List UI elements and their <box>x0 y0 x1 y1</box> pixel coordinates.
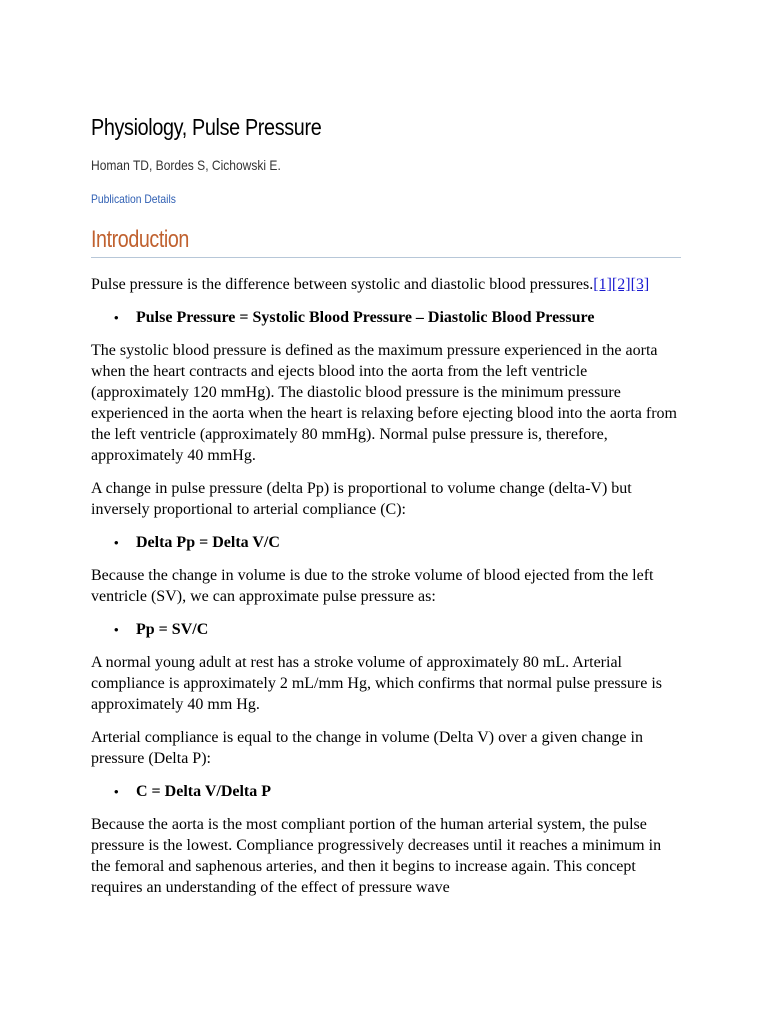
paragraph-aorta-compliance: Because the aorta is the most compliant portion of the human arterial system, the pulse pressure is the lowest. Compliance progressively decreases until it reaches a minimum in the femoral and saphenous arteries, and then it begins to increase again. This concept requires an understanding of the effect of pressure wave <box>91 816 662 896</box>
paragraph-text: Pulse pressure is the difference between systolic and diastolic blood pressures. <box>91 276 594 293</box>
formula-pulse-pressure: • Pulse Pressure = Systolic Blood Pressure – Diastolic Blood Pressure <box>136 307 681 328</box>
formula-compliance: • C = Delta V/Delta P <box>136 781 681 802</box>
article-title: Physiology, Pulse Pressure <box>91 114 322 140</box>
reference-link-3[interactable]: [3] <box>630 276 650 293</box>
section-heading-introduction <box>91 226 681 254</box>
reference-link-2[interactable]: [2] <box>611 276 631 293</box>
article-authors: Homan TD, Bordes S, Cichowski E. <box>91 157 281 173</box>
formula-list <box>91 781 681 802</box>
publication-details-link[interactable]: Publication Details <box>91 192 176 206</box>
formula-pp-sv-c: • Pp = SV/C <box>136 619 681 640</box>
section-divider <box>91 257 681 258</box>
reference-link-1[interactable]: [1] <box>593 276 612 293</box>
paragraph-systolic-diastolic: The systolic blood pressure is defined as the maximum pressure experienced in the aorta when the heart contracts and ejects blood into the aorta from the left ventricle (approximately 120 mmHg). The diastolic blood pressure is the minimum pressure experienced in the aorta when the heart is relaxing before ejecting blood into the aorta from the left ventricle (approximately 80 mmHg). Normal pulse pressure is, therefore, approximately 40 mmHg. <box>91 342 677 464</box>
paragraph-definition <box>91 274 681 295</box>
formula-list <box>91 307 681 328</box>
section-heading-text: Introduction <box>91 226 189 253</box>
formula-list <box>91 532 681 553</box>
paragraph-arterial-compliance: Arterial compliance is equal to the change in volume (Delta V) over a given change in pressure (Delta P): <box>91 729 643 767</box>
paragraph-delta-pp: A change in pulse pressure (delta Pp) is proportional to volume change (delta-V) but inversely proportional to arterial compliance (C): <box>91 480 632 518</box>
formula-delta-pp: • Delta Pp = Delta V/C <box>136 532 681 553</box>
section-body <box>91 274 681 910</box>
paragraph-stroke-volume: Because the change in volume is due to the stroke volume of blood ejected from the left ventricle (SV), we can approximate pulse pressure as: <box>91 567 654 605</box>
paragraph-normal-adult: A normal young adult at rest has a stroke volume of approximately 80 mL. Arterial compliance is approximately 2 mL/mm Hg, which confirms that normal pulse pressure is approximately 40 mm Hg. <box>91 654 662 713</box>
formula-list <box>91 619 681 640</box>
